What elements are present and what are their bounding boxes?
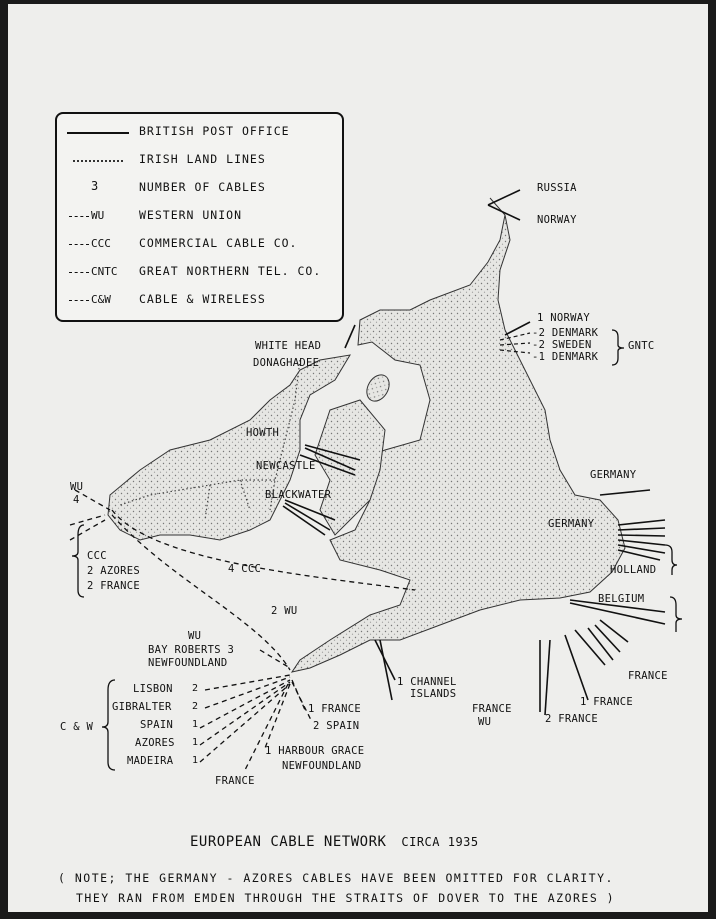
legend-row-ccc: [57, 232, 342, 258]
label-france-pz2: FRANCE: [215, 775, 255, 787]
legend-label-cw: CABLE & WIRELESS: [139, 292, 266, 306]
label-wu-bay: WU: [188, 630, 202, 642]
label-howth: HOWTH: [246, 427, 280, 439]
label-cw: C & W: [60, 721, 94, 733]
dashed-line-icon: [69, 216, 89, 217]
label-ccc-route: 4 CCC: [228, 563, 262, 575]
label-gibraltar: GIBRALTER: [112, 701, 172, 713]
label-ccc-ireland: CCC: [87, 550, 107, 562]
legend-row-bpo: [57, 120, 342, 146]
label-newfoundland-2: NEWFOUNDLAND: [282, 760, 362, 772]
legend-row-cntc: [57, 260, 342, 286]
label-wu-route: 2 WU: [271, 605, 298, 617]
map-note: [58, 868, 615, 908]
legend-label-cntc: GREAT NORTHERN TEL. CO.: [139, 264, 322, 278]
legend-label-ccc: COMMERCIAL CABLE CO.: [139, 236, 298, 250]
label-harbour-grace: 1 HARBOUR GRACE: [265, 745, 365, 757]
legend-label-bpo: BRITISH POST OFFICE: [139, 124, 290, 138]
label-belgium: BELGIUM: [598, 593, 645, 605]
count-madeira: 1: [192, 755, 199, 766]
label-gntc: GNTC: [628, 340, 655, 352]
label-spain: SPAIN: [140, 719, 174, 731]
legend-row-wu: [57, 204, 342, 230]
legend-row-cw: [57, 288, 342, 314]
label-azores-ireland: 2 AZORES: [87, 565, 140, 577]
count-gibraltar: 2: [192, 701, 199, 712]
map-title: [190, 834, 479, 850]
label-denmark-1: -2 DENMARK: [532, 327, 599, 339]
label-holland: HOLLAND: [610, 564, 657, 576]
legend-label-wu: WESTERN UNION: [139, 208, 243, 222]
label-france-wu: FRANCE: [472, 703, 512, 715]
label-germany-2: GERMANY: [548, 518, 595, 530]
label-russia: RUSSIA: [537, 182, 577, 194]
dotted-line-icon: [73, 160, 123, 162]
label-newcastle: NEWCASTLE: [256, 460, 316, 472]
label-channel: 1 CHANNEL: [397, 676, 457, 688]
legend-label-num: NUMBER OF CABLES: [139, 180, 266, 194]
label-spain-pz: 2 SPAIN: [313, 720, 360, 732]
map-title-circa: CIRCA 1935: [401, 835, 479, 849]
label-france-se: FRANCE: [628, 670, 668, 682]
label-france-1: 1 FRANCE: [580, 696, 633, 708]
legend-row-irish: [57, 148, 342, 174]
label-france-ireland: 2 FRANCE: [87, 580, 140, 592]
solid-line-icon: [67, 132, 129, 134]
legend-num-symbol: 3: [91, 179, 99, 193]
dashed-line-icon: [69, 300, 89, 301]
count-azores: 1: [192, 737, 199, 748]
label-blackwater: BLACKWATER: [265, 489, 332, 501]
legend-code-cw: C&W: [91, 293, 111, 306]
label-wu-ireland-count: 4: [73, 494, 80, 506]
label-donaghadee: DONAGHADEE: [253, 357, 320, 369]
isle-of-man: [362, 371, 393, 405]
map-title-main: EUROPEAN CABLE NETWORK: [190, 834, 387, 850]
label-lisbon: LISBON: [133, 683, 173, 695]
legend-code-ccc: CCC: [91, 237, 111, 250]
dashed-line-icon: [69, 272, 89, 273]
label-sweden: -2 SWEDEN: [532, 339, 592, 351]
label-newfoundland: NEWFOUNDLAND: [148, 657, 228, 669]
label-france-pz1: 1 FRANCE: [308, 703, 361, 715]
label-norway: NORWAY: [537, 214, 577, 226]
legend-row-num: [57, 176, 342, 202]
map-note-line-2: THEY RAN FROM EMDEN THROUGH THE STRAITS OF DOVER TO THE AZORES ): [76, 891, 616, 905]
legend-label-irish: IRISH LAND LINES: [139, 152, 266, 166]
dashed-line-icon: [69, 244, 89, 245]
label-azores: AZORES: [135, 737, 175, 749]
map-note-line-1: ( NOTE; THE GERMANY - AZORES CABLES HAVE BEEN OMITTED FOR CLARITY.: [58, 871, 614, 885]
count-lisbon: 2: [192, 683, 199, 694]
label-islands: ISLANDS: [410, 688, 457, 700]
label-germany-1: GERMANY: [590, 469, 637, 481]
label-denmark-2: -1 DENMARK: [532, 351, 599, 363]
label-france-2: 2 FRANCE: [545, 713, 598, 725]
label-madeira: MADEIRA: [127, 755, 174, 767]
legend-code-cntc: CNTC: [91, 265, 118, 278]
legend-code-wu: WU: [91, 209, 105, 222]
count-spain: 1: [192, 719, 199, 730]
label-france-wu-code: WU: [478, 716, 492, 728]
label-bay-roberts: BAY ROBERTS 3: [148, 644, 235, 656]
label-white-head: WHITE HEAD: [255, 340, 322, 352]
map-legend: [55, 112, 344, 322]
label-wu-ireland: WU: [70, 481, 84, 493]
label-norway-east: 1 NORWAY: [537, 312, 590, 324]
